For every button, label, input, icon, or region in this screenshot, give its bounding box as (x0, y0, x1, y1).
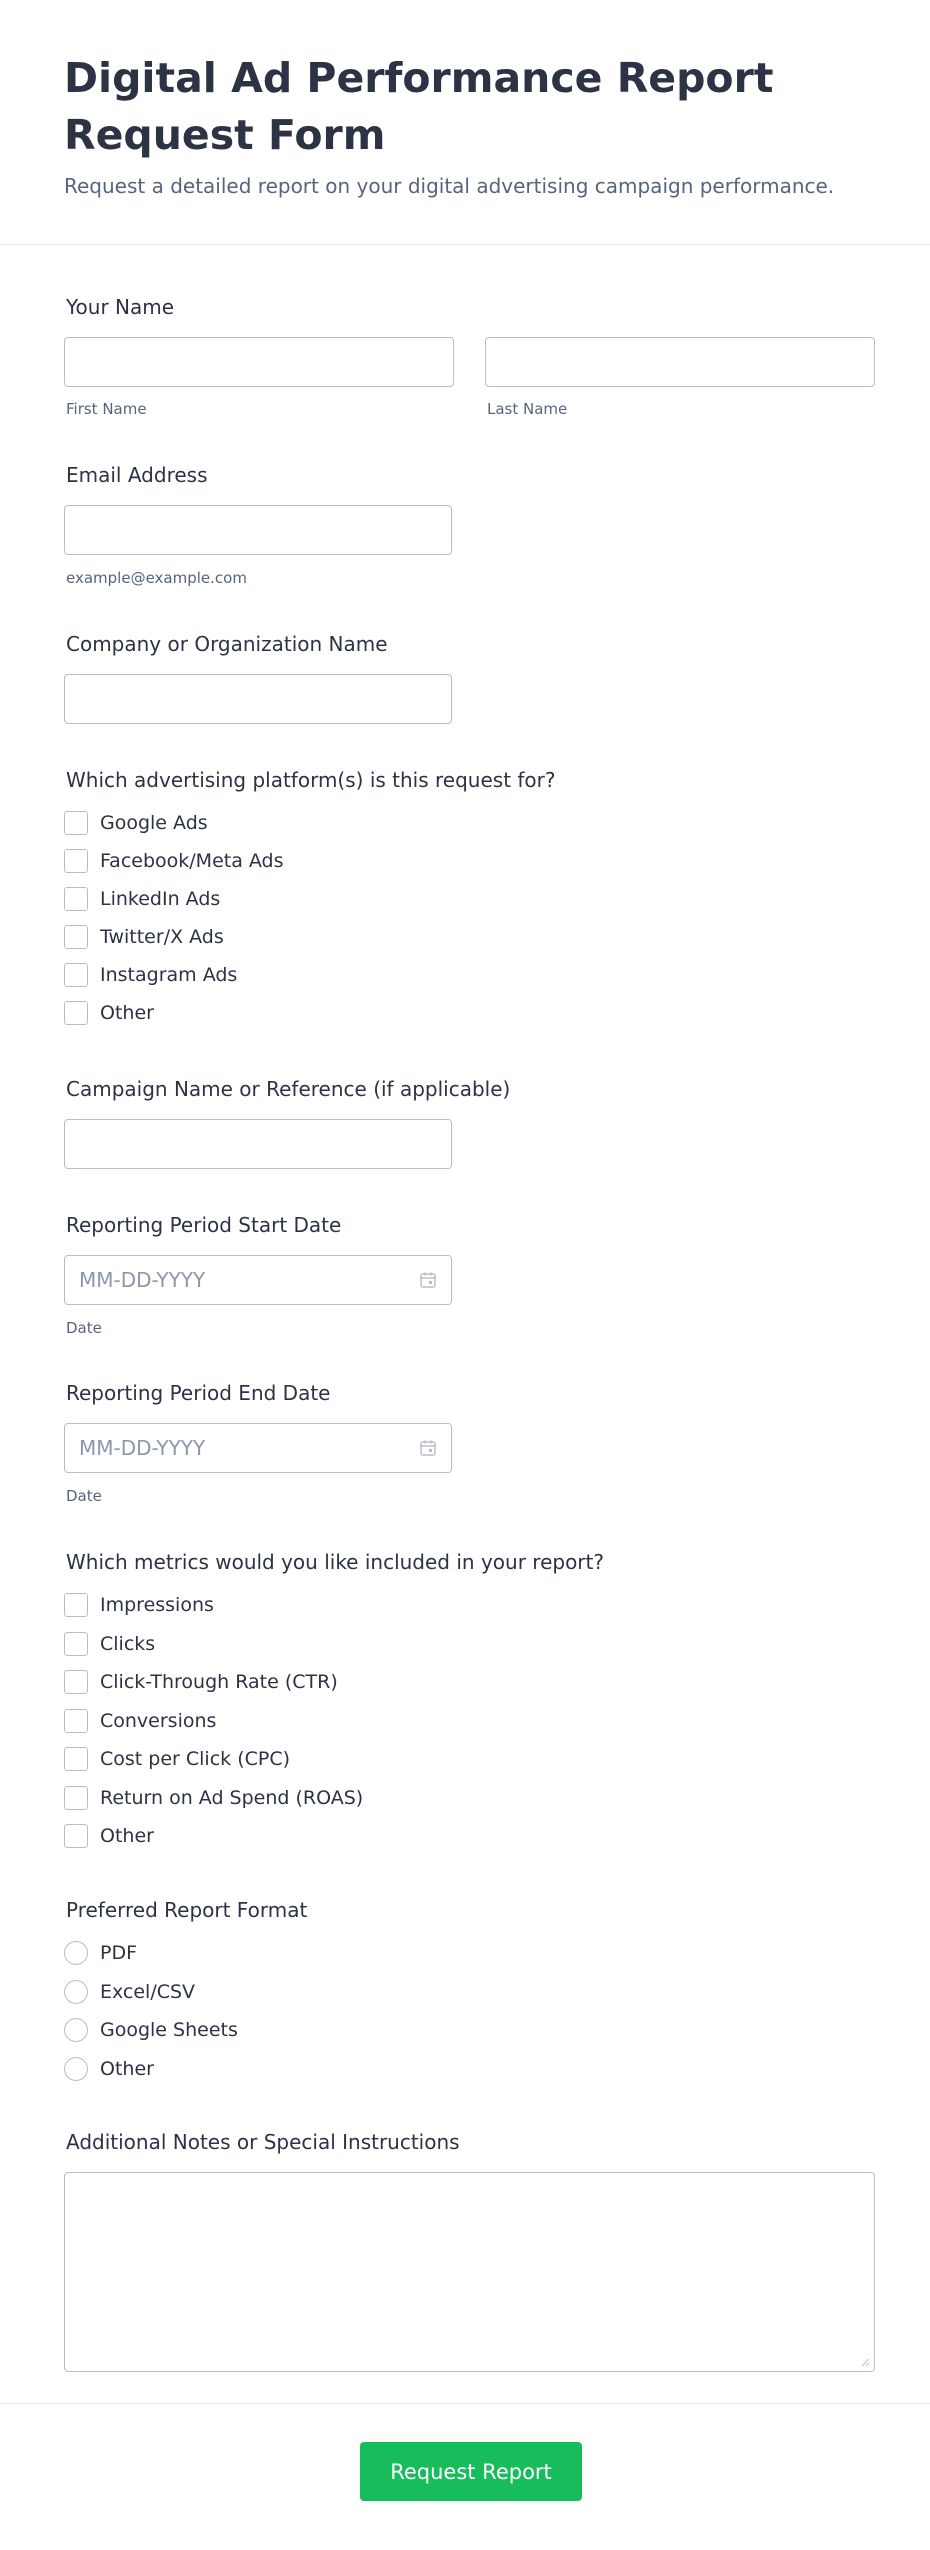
calendar-icon[interactable] (419, 1271, 437, 1289)
calendar-icon[interactable] (419, 1439, 437, 1457)
footer-divider (0, 2403, 930, 2404)
checkbox[interactable] (64, 1824, 88, 1848)
email-input[interactable] (64, 505, 452, 555)
last-name-sublabel: Last Name (487, 400, 568, 418)
company-input[interactable] (64, 674, 452, 724)
notes-textarea[interactable] (64, 2172, 875, 2372)
metric-option-clicks[interactable]: Clicks (64, 1631, 363, 1657)
platform-option-google[interactable]: Google Ads (64, 810, 284, 836)
metrics-label: Which metrics would you like included in your report? (66, 1550, 604, 1574)
platform-option-twitter[interactable]: Twitter/X Ads (64, 924, 284, 950)
form-subtitle: Request a detailed report on your digital advertising campaign performance. (64, 174, 835, 198)
format-option-excel[interactable]: Excel/CSV (64, 1979, 238, 2005)
metric-option-other[interactable]: Other (64, 1823, 363, 1849)
platforms-label: Which advertising platform(s) is this request for? (66, 768, 556, 792)
first-name-input[interactable] (64, 337, 454, 387)
first-name-sublabel: First Name (66, 400, 147, 418)
metric-option-conversions[interactable]: Conversions (64, 1708, 363, 1734)
company-label: Company or Organization Name (66, 632, 388, 656)
platform-option-facebook[interactable]: Facebook/Meta Ads (64, 848, 284, 874)
platform-option-linkedin[interactable]: LinkedIn Ads (64, 886, 284, 912)
metric-option-impressions[interactable]: Impressions (64, 1592, 363, 1618)
checkbox[interactable] (64, 1632, 88, 1656)
start-date-sublabel: Date (66, 1319, 102, 1337)
checkbox[interactable] (64, 887, 88, 911)
form-title: Digital Ad Performance Report Request Form (64, 54, 774, 159)
checkbox[interactable] (64, 1670, 88, 1694)
campaign-input[interactable] (64, 1119, 452, 1169)
radio-button[interactable] (64, 1980, 88, 2004)
campaign-label: Campaign Name or Reference (if applicable) (66, 1077, 511, 1101)
checkbox[interactable] (64, 1786, 88, 1810)
notes-label: Additional Notes or Special Instructions (66, 2130, 460, 2154)
radio-button[interactable] (64, 1941, 88, 1965)
checkbox[interactable] (64, 1001, 88, 1025)
checkbox[interactable] (64, 849, 88, 873)
format-option-other[interactable]: Other (64, 2056, 238, 2082)
checkbox[interactable] (64, 1747, 88, 1771)
form-header (0, 0, 930, 245)
format-option-sheets[interactable]: Google Sheets (64, 2017, 238, 2043)
radio-button[interactable] (64, 2018, 88, 2042)
radio-button[interactable] (64, 2057, 88, 2081)
start-date-placeholder: MM-DD-YYYY (79, 1268, 206, 1292)
checkbox[interactable] (64, 1709, 88, 1733)
start-date-input[interactable] (64, 1255, 452, 1305)
format-label: Preferred Report Format (66, 1898, 308, 1922)
last-name-input[interactable] (485, 337, 875, 387)
request-report-button[interactable]: Request Report (360, 2442, 582, 2501)
checkbox[interactable] (64, 1593, 88, 1617)
end-date-input[interactable] (64, 1423, 452, 1473)
checkbox[interactable] (64, 811, 88, 835)
platform-option-instagram[interactable]: Instagram Ads (64, 962, 284, 988)
checkbox[interactable] (64, 925, 88, 949)
format-options (64, 1940, 238, 2082)
name-label: Your Name (66, 295, 175, 319)
metrics-options (64, 1592, 363, 1849)
metric-option-cpc[interactable]: Cost per Click (CPC) (64, 1746, 363, 1772)
format-option-pdf[interactable]: PDF (64, 1940, 238, 1966)
end-date-label: Reporting Period End Date (66, 1381, 331, 1405)
start-date-label: Reporting Period Start Date (66, 1213, 342, 1237)
platforms-options (64, 810, 284, 1026)
email-sublabel: example@example.com (66, 569, 247, 587)
end-date-sublabel: Date (66, 1487, 102, 1505)
metric-option-ctr[interactable]: Click-Through Rate (CTR) (64, 1669, 363, 1695)
metric-option-roas[interactable]: Return on Ad Spend (ROAS) (64, 1785, 363, 1811)
email-label: Email Address (66, 463, 208, 487)
platform-option-other[interactable]: Other (64, 1000, 284, 1026)
end-date-placeholder: MM-DD-YYYY (79, 1436, 206, 1460)
checkbox[interactable] (64, 963, 88, 987)
resize-grip-icon[interactable] (860, 2357, 870, 2367)
